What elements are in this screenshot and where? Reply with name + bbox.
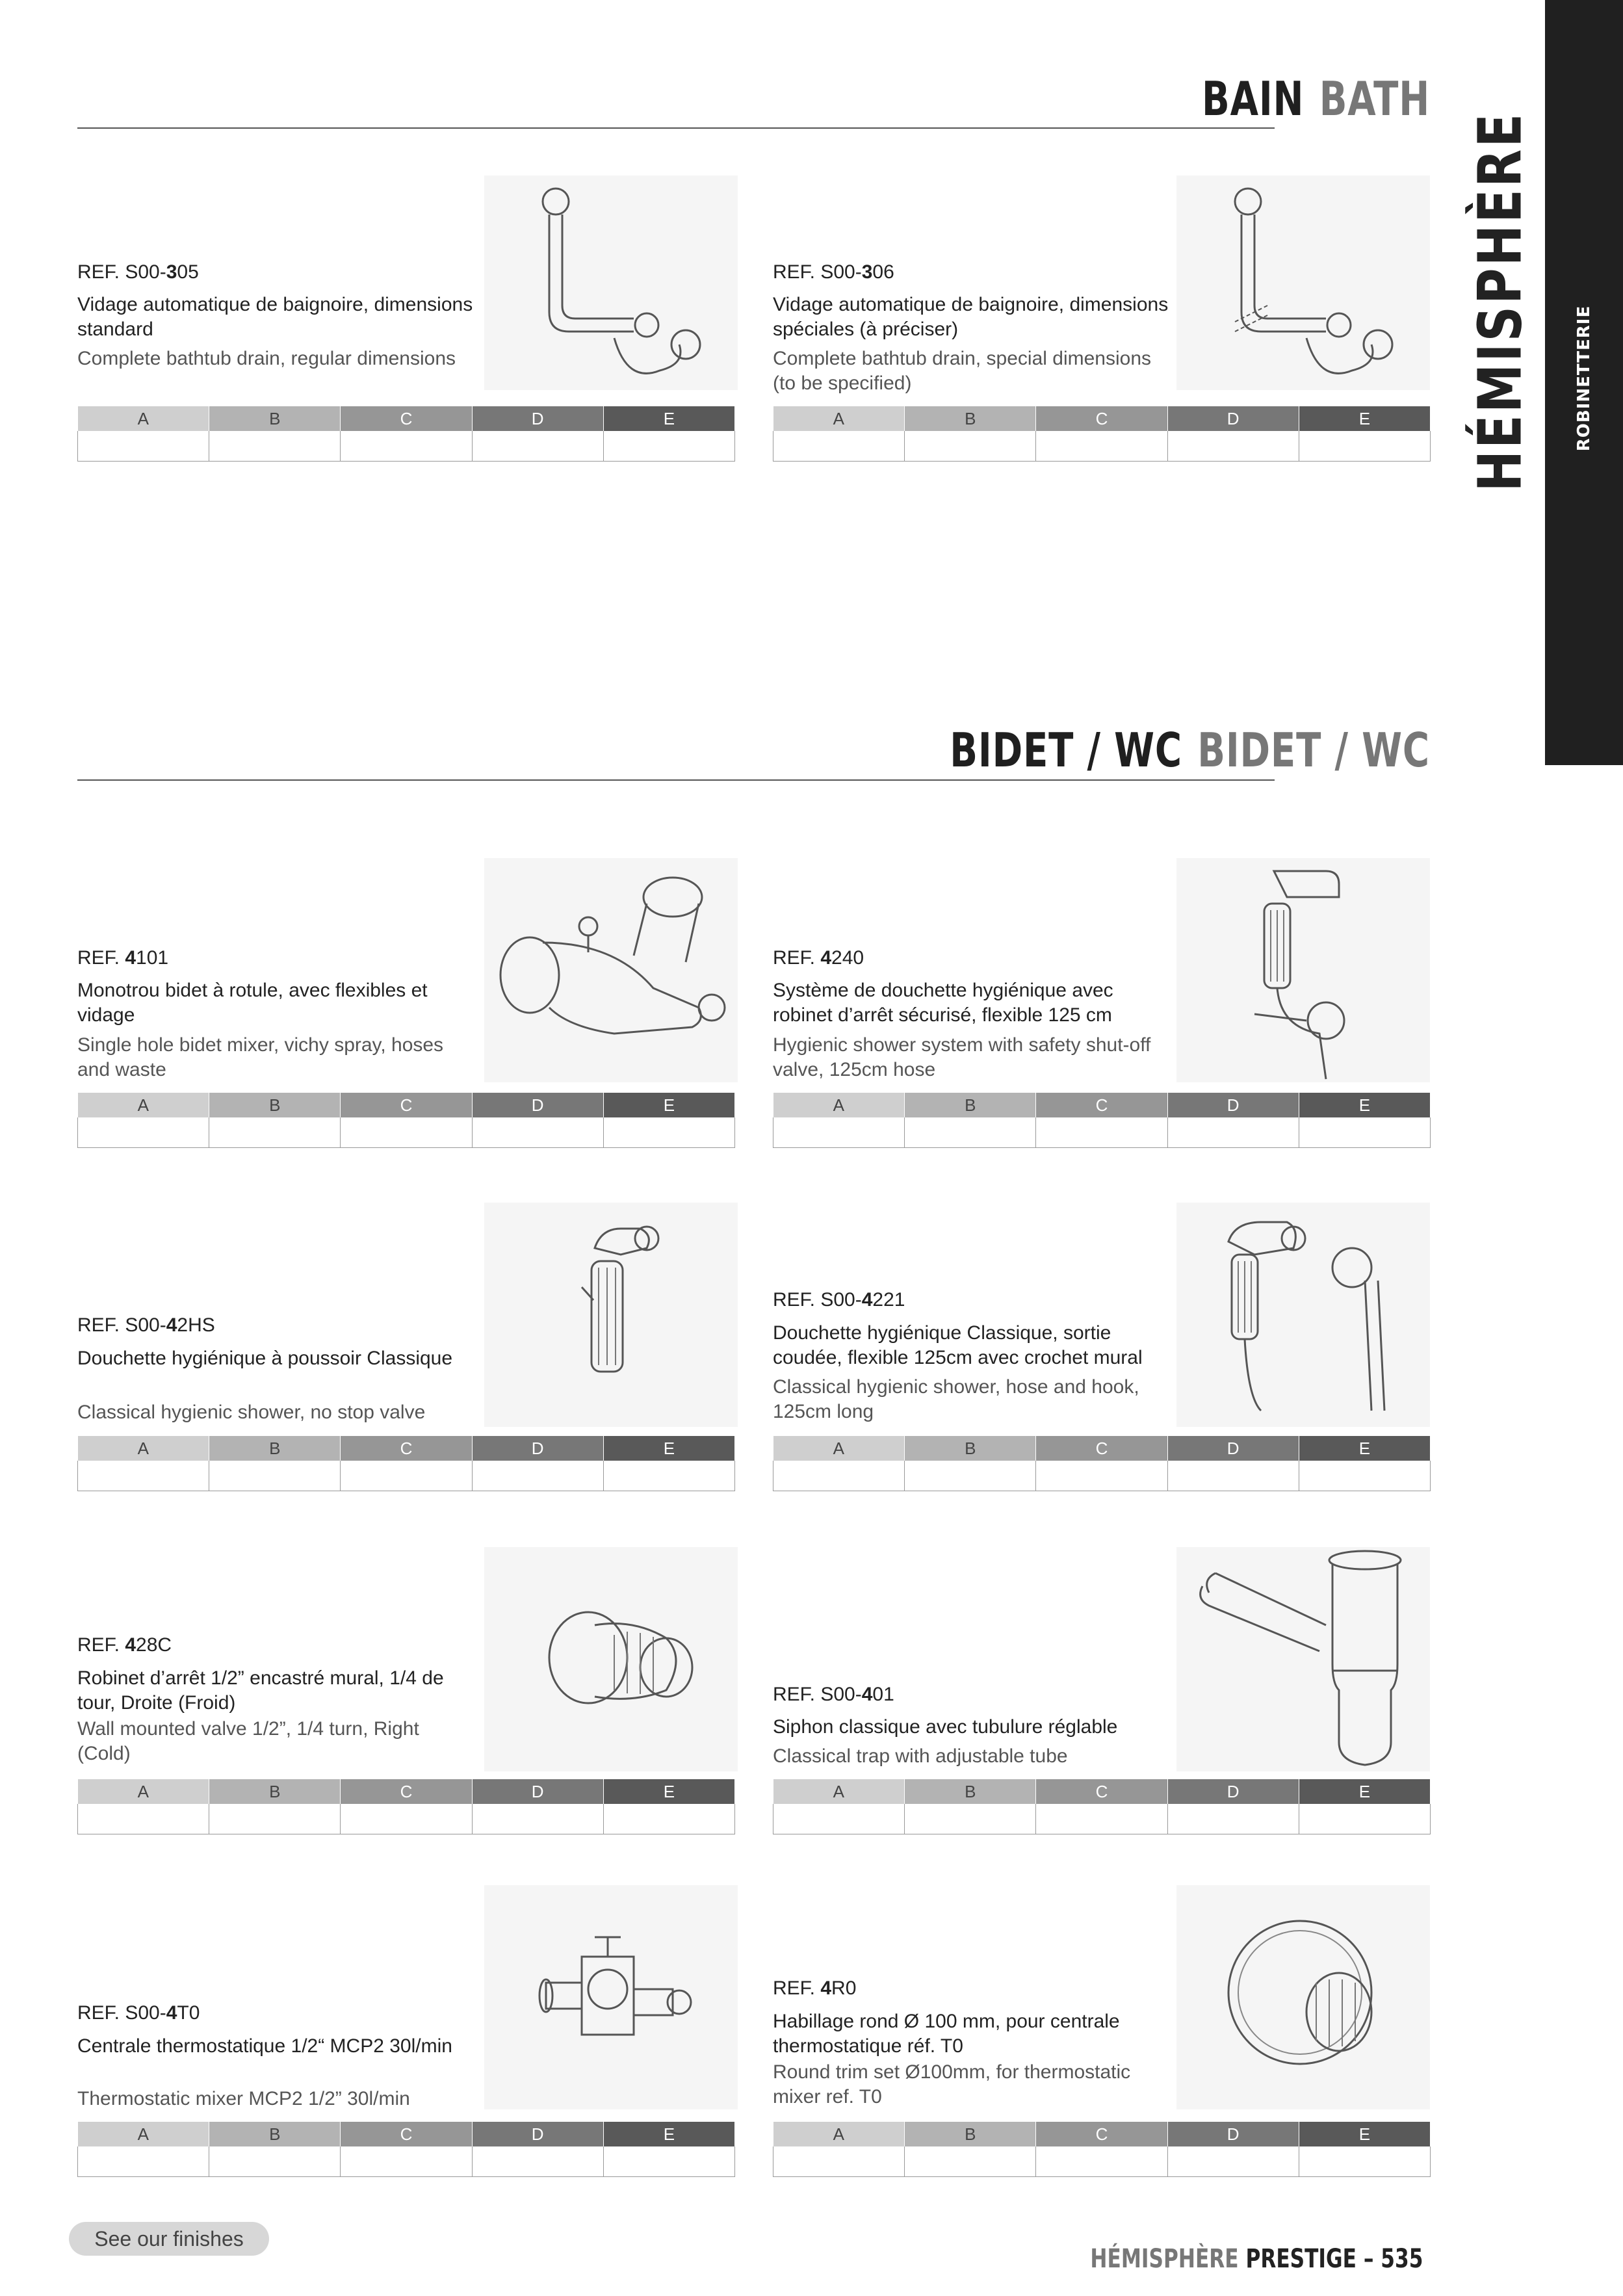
ref-suffix: R0 xyxy=(831,1977,857,1999)
finish-header: B xyxy=(209,2122,341,2146)
page-footer xyxy=(1090,2244,1423,2274)
product-description-fr: Vidage automatique de baignoire, dimensions spéciales (à préciser) xyxy=(773,294,1169,340)
ref-suffix: 01 xyxy=(872,1684,894,1705)
ref-prefix: REF. xyxy=(773,947,821,969)
finish-header: E xyxy=(1299,1436,1430,1461)
see-finishes-button[interactable]: See our finishes xyxy=(69,2222,269,2256)
ref-prefix: REF. S00- xyxy=(77,1314,166,1336)
finish-table xyxy=(773,2122,1431,2177)
finish-header: A xyxy=(78,2122,209,2146)
product-description-fr: Robinet d’arrêt 1/2” encastré mural, 1/4 de tour, Droite (Froid) xyxy=(77,1667,444,1714)
finish-cell[interactable] xyxy=(209,2146,341,2177)
ref-prefix: REF. xyxy=(77,947,125,969)
finish-header: C xyxy=(1036,1093,1167,1117)
product-description-en: Wall mounted valve 1/2”, 1/4 turn, Right (Cold) xyxy=(77,1718,419,1764)
product-description-en: Hygienic shower system with safety shut-off valve, 125cm hose xyxy=(773,1034,1151,1080)
ref-bold: 4 xyxy=(861,1684,873,1705)
finish-header: D xyxy=(472,406,603,431)
product-description-en: Complete bathtub drain, special dimensions (to be specified) xyxy=(773,348,1151,394)
finish-cell[interactable] xyxy=(472,2146,603,2177)
ref-bold: 4 xyxy=(820,1977,832,1999)
finish-header: D xyxy=(472,2122,603,2146)
ref-suffix: 240 xyxy=(831,947,864,969)
ref-prefix: REF. S00- xyxy=(773,1289,862,1311)
product-ref xyxy=(77,2002,200,2024)
ref-bold: 4 xyxy=(166,2002,177,2024)
finish-header: D xyxy=(1167,2122,1299,2146)
finish-header: A xyxy=(773,1093,905,1117)
finish-header: C xyxy=(1036,1436,1167,1461)
ref-prefix: REF. S00- xyxy=(773,261,862,283)
finish-header: B xyxy=(905,1436,1036,1461)
finish-header: E xyxy=(603,1093,734,1117)
finish-header: E xyxy=(1299,406,1430,431)
finish-header: C xyxy=(341,2122,472,2146)
ref-suffix: T0 xyxy=(177,2002,200,2024)
finish-header: A xyxy=(773,1779,905,1804)
finish-header: E xyxy=(603,1436,734,1461)
ref-suffix: 101 xyxy=(136,947,169,969)
finish-header: A xyxy=(773,2122,905,2146)
product-description-fr: Vidage automatique de baignoire, dimensions standard xyxy=(77,294,473,340)
finish-header: D xyxy=(1167,1779,1299,1804)
ref-suffix: 2HS xyxy=(177,1314,215,1336)
ref-bold: 4 xyxy=(125,947,136,969)
ref-bold: 3 xyxy=(861,261,873,283)
finish-header: D xyxy=(472,1093,603,1117)
finish-header: C xyxy=(341,1436,472,1461)
ref-bold: 4 xyxy=(820,947,832,969)
finish-header: D xyxy=(1167,406,1299,431)
finish-header: C xyxy=(1036,1779,1167,1804)
finish-table xyxy=(77,2122,735,2177)
ref-bold: 3 xyxy=(166,261,177,283)
ref-prefix: REF. S00- xyxy=(773,1684,862,1705)
finish-cell[interactable] xyxy=(1167,2146,1299,2177)
section-title-en: BIDET / WC xyxy=(1197,723,1430,777)
product-description-fr: Douchette hygiénique à poussoir Classique xyxy=(77,1348,453,1369)
ref-prefix: REF. S00- xyxy=(77,2002,166,2024)
product-description-en: Classical hygienic shower, hose and hook, 125cm long xyxy=(773,1376,1139,1422)
product-card xyxy=(773,0,1431,2296)
product-description-en: Classical hygienic shower, no stop valve xyxy=(77,1402,426,1423)
finish-header: B xyxy=(905,406,1036,431)
finish-header: E xyxy=(1299,2122,1430,2146)
finish-header: A xyxy=(773,406,905,431)
ref-bold: 4 xyxy=(166,1314,177,1336)
ref-bold: 4 xyxy=(125,1634,136,1656)
finish-header: C xyxy=(1036,406,1167,431)
product-description-en: Thermostatic mixer MCP2 1/2” 30l/min xyxy=(77,2088,410,2109)
finish-header: E xyxy=(1299,1779,1430,1804)
finish-header: D xyxy=(472,1436,603,1461)
finish-header: A xyxy=(78,1779,209,1804)
product-description-en: Classical trap with adjustable tube xyxy=(773,1745,1068,1767)
finish-header: B xyxy=(209,1436,341,1461)
finish-header: E xyxy=(603,1779,734,1804)
product-description-fr: Douchette hygiénique Classique, sortie coudée, flexible 125cm avec crochet mural xyxy=(773,1322,1143,1368)
finish-cell[interactable] xyxy=(78,2146,209,2177)
finish-cell[interactable] xyxy=(1036,2146,1167,2177)
finish-header: A xyxy=(773,1436,905,1461)
product-ref xyxy=(773,1977,856,2000)
finish-cell[interactable] xyxy=(905,2146,1036,2177)
ref-suffix: 221 xyxy=(872,1289,905,1311)
finish-header: B xyxy=(905,1093,1036,1117)
side-tab-label: ROBINETTERIE xyxy=(1574,305,1594,452)
finish-header: A xyxy=(78,1093,209,1117)
finish-header: B xyxy=(905,2122,1036,2146)
section-title-fr: BIDET / WC xyxy=(950,723,1183,777)
finish-header: A xyxy=(78,406,209,431)
product-description-en: Round trim set Ø100mm, for thermostatic mixer ref. T0 xyxy=(773,2061,1131,2107)
footer-page-number: PRESTIGE – 535 xyxy=(1245,2244,1423,2274)
finish-header: D xyxy=(472,1779,603,1804)
finish-header: B xyxy=(209,406,341,431)
finish-header: C xyxy=(341,1093,472,1117)
ref-suffix: 06 xyxy=(872,261,894,283)
footer-brand: HÉMISPHÈRE xyxy=(1090,2244,1239,2274)
product-description-en: Single hole bidet mixer, vichy spray, hoses and waste xyxy=(77,1034,444,1080)
finish-header: D xyxy=(1167,1093,1299,1117)
product-description-fr: Système de douchette hygiénique avec robinet d’arrêt sécurisé, flexible 125 cm xyxy=(773,980,1113,1026)
ref-prefix: REF. xyxy=(77,1634,125,1656)
finish-header: B xyxy=(209,1779,341,1804)
product-description-fr: Habillage rond Ø 100 mm, pour centrale thermostatique réf. T0 xyxy=(773,2011,1120,2057)
product-description-fr: Siphon classique avec tubulure réglable xyxy=(773,1716,1118,1738)
ref-suffix: 05 xyxy=(177,261,199,283)
finish-cell[interactable] xyxy=(1299,2146,1430,2177)
section-title-fr: BAIN xyxy=(1201,72,1305,126)
ref-prefix: REF. S00- xyxy=(77,261,166,283)
finish-cell[interactable] xyxy=(603,2146,734,2177)
product-description-fr: Centrale thermostatique 1/2“ MCP2 30l/min xyxy=(77,2035,452,2057)
finish-header: A xyxy=(78,1436,209,1461)
ref-suffix: 28C xyxy=(136,1634,172,1656)
finish-header: B xyxy=(209,1093,341,1117)
product-card xyxy=(77,0,735,2296)
ref-bold: 4 xyxy=(861,1289,873,1311)
finish-header: D xyxy=(1167,1436,1299,1461)
brand-vertical-title: HÉMISPHÈRE xyxy=(1465,111,1535,492)
product-description-fr: Monotrou bidet à rotule, avec flexibles et vidage xyxy=(77,980,428,1026)
finish-header: B xyxy=(905,1779,1036,1804)
ref-prefix: REF. xyxy=(773,1977,821,1999)
finish-header: C xyxy=(341,406,472,431)
finish-cell[interactable] xyxy=(341,2146,472,2177)
finish-header: C xyxy=(1036,2122,1167,2146)
section-title-en: BATH xyxy=(1319,72,1430,126)
finish-header: C xyxy=(341,1779,472,1804)
finish-header: E xyxy=(603,406,734,431)
finish-header: E xyxy=(1299,1093,1430,1117)
product-description-en: Complete bathtub drain, regular dimensions xyxy=(77,348,456,369)
finish-header: E xyxy=(603,2122,734,2146)
finish-cell[interactable] xyxy=(773,2146,905,2177)
